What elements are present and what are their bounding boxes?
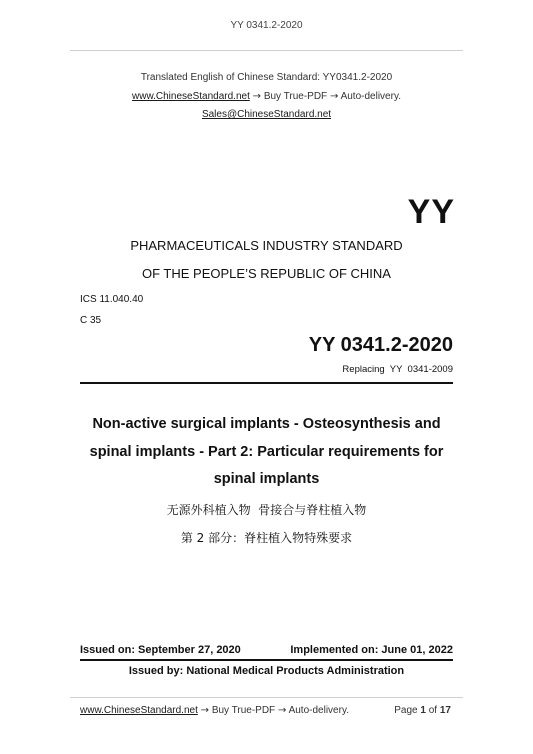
document-title-line-1: Non-active surgical implants - Osteosynthesis and [92, 416, 441, 432]
page-of: of [428, 705, 438, 716]
arrow-icon: → [329, 91, 339, 102]
sales-email-link[interactable]: Sales@ChineseStandard.net [201, 109, 332, 120]
title-divider [80, 382, 453, 384]
implemented-on-date: Implemented on: June 01, 2022 [290, 644, 453, 656]
page-current: 1 [420, 705, 426, 716]
industry-standard-heading: PHARMACEUTICALS INDUSTRY STANDARD [130, 238, 403, 253]
running-header-title: YY 0341.2-2020 [230, 20, 303, 31]
header-links [0, 91, 533, 102]
arrow-icon: → [277, 705, 287, 716]
document-title-line-2: spinal implants - Part 2: Particular requirements for [89, 444, 444, 460]
footer-links [80, 705, 349, 716]
arrow-icon: → [252, 91, 262, 102]
footer-divider [70, 697, 463, 698]
ccs-code: C 35 [80, 315, 102, 326]
header-site-link[interactable]: www.ChineseStandard.net [132, 91, 250, 102]
header-divider [70, 50, 463, 51]
country-heading: OF THE PEOPLE’S REPUBLIC OF CHINA [142, 266, 391, 281]
issuing-authority: Issued by: National Medical Products Administration [128, 665, 405, 677]
document-title-line-3: spinal implants [213, 471, 320, 487]
page-indicator [394, 705, 451, 716]
issued-on-date: Issued on: September 27, 2020 [80, 644, 241, 656]
translated-notice: Translated English of Chinese Standard: YY0341.2-2020 [140, 72, 393, 83]
chinese-title-line-2: 第 2 部分：脊柱植入物特殊要求 [180, 531, 353, 545]
standard-number: YY 0341.2-2020 [308, 334, 453, 356]
header-delivery-text: Auto-delivery. [340, 91, 401, 102]
replacing-standard: Replacing YY 0341-2009 [342, 364, 453, 375]
yy-logo: YY [407, 193, 455, 231]
footer-site-link[interactable]: www.ChineseStandard.net [80, 705, 198, 716]
ics-code: ICS 11.040.40 [80, 294, 144, 305]
chinese-title-line-1: 无源外科植入物 骨接合与脊柱植入物 [166, 503, 367, 517]
header-buy-text: Buy True-PDF [263, 91, 328, 102]
arrow-icon: → [200, 705, 210, 716]
page-label: Page [394, 705, 418, 716]
issue-divider [80, 659, 453, 661]
footer-delivery-text: Auto-delivery. [288, 705, 349, 716]
page-total: 17 [439, 705, 451, 716]
footer-buy-text: Buy True-PDF [211, 705, 276, 716]
